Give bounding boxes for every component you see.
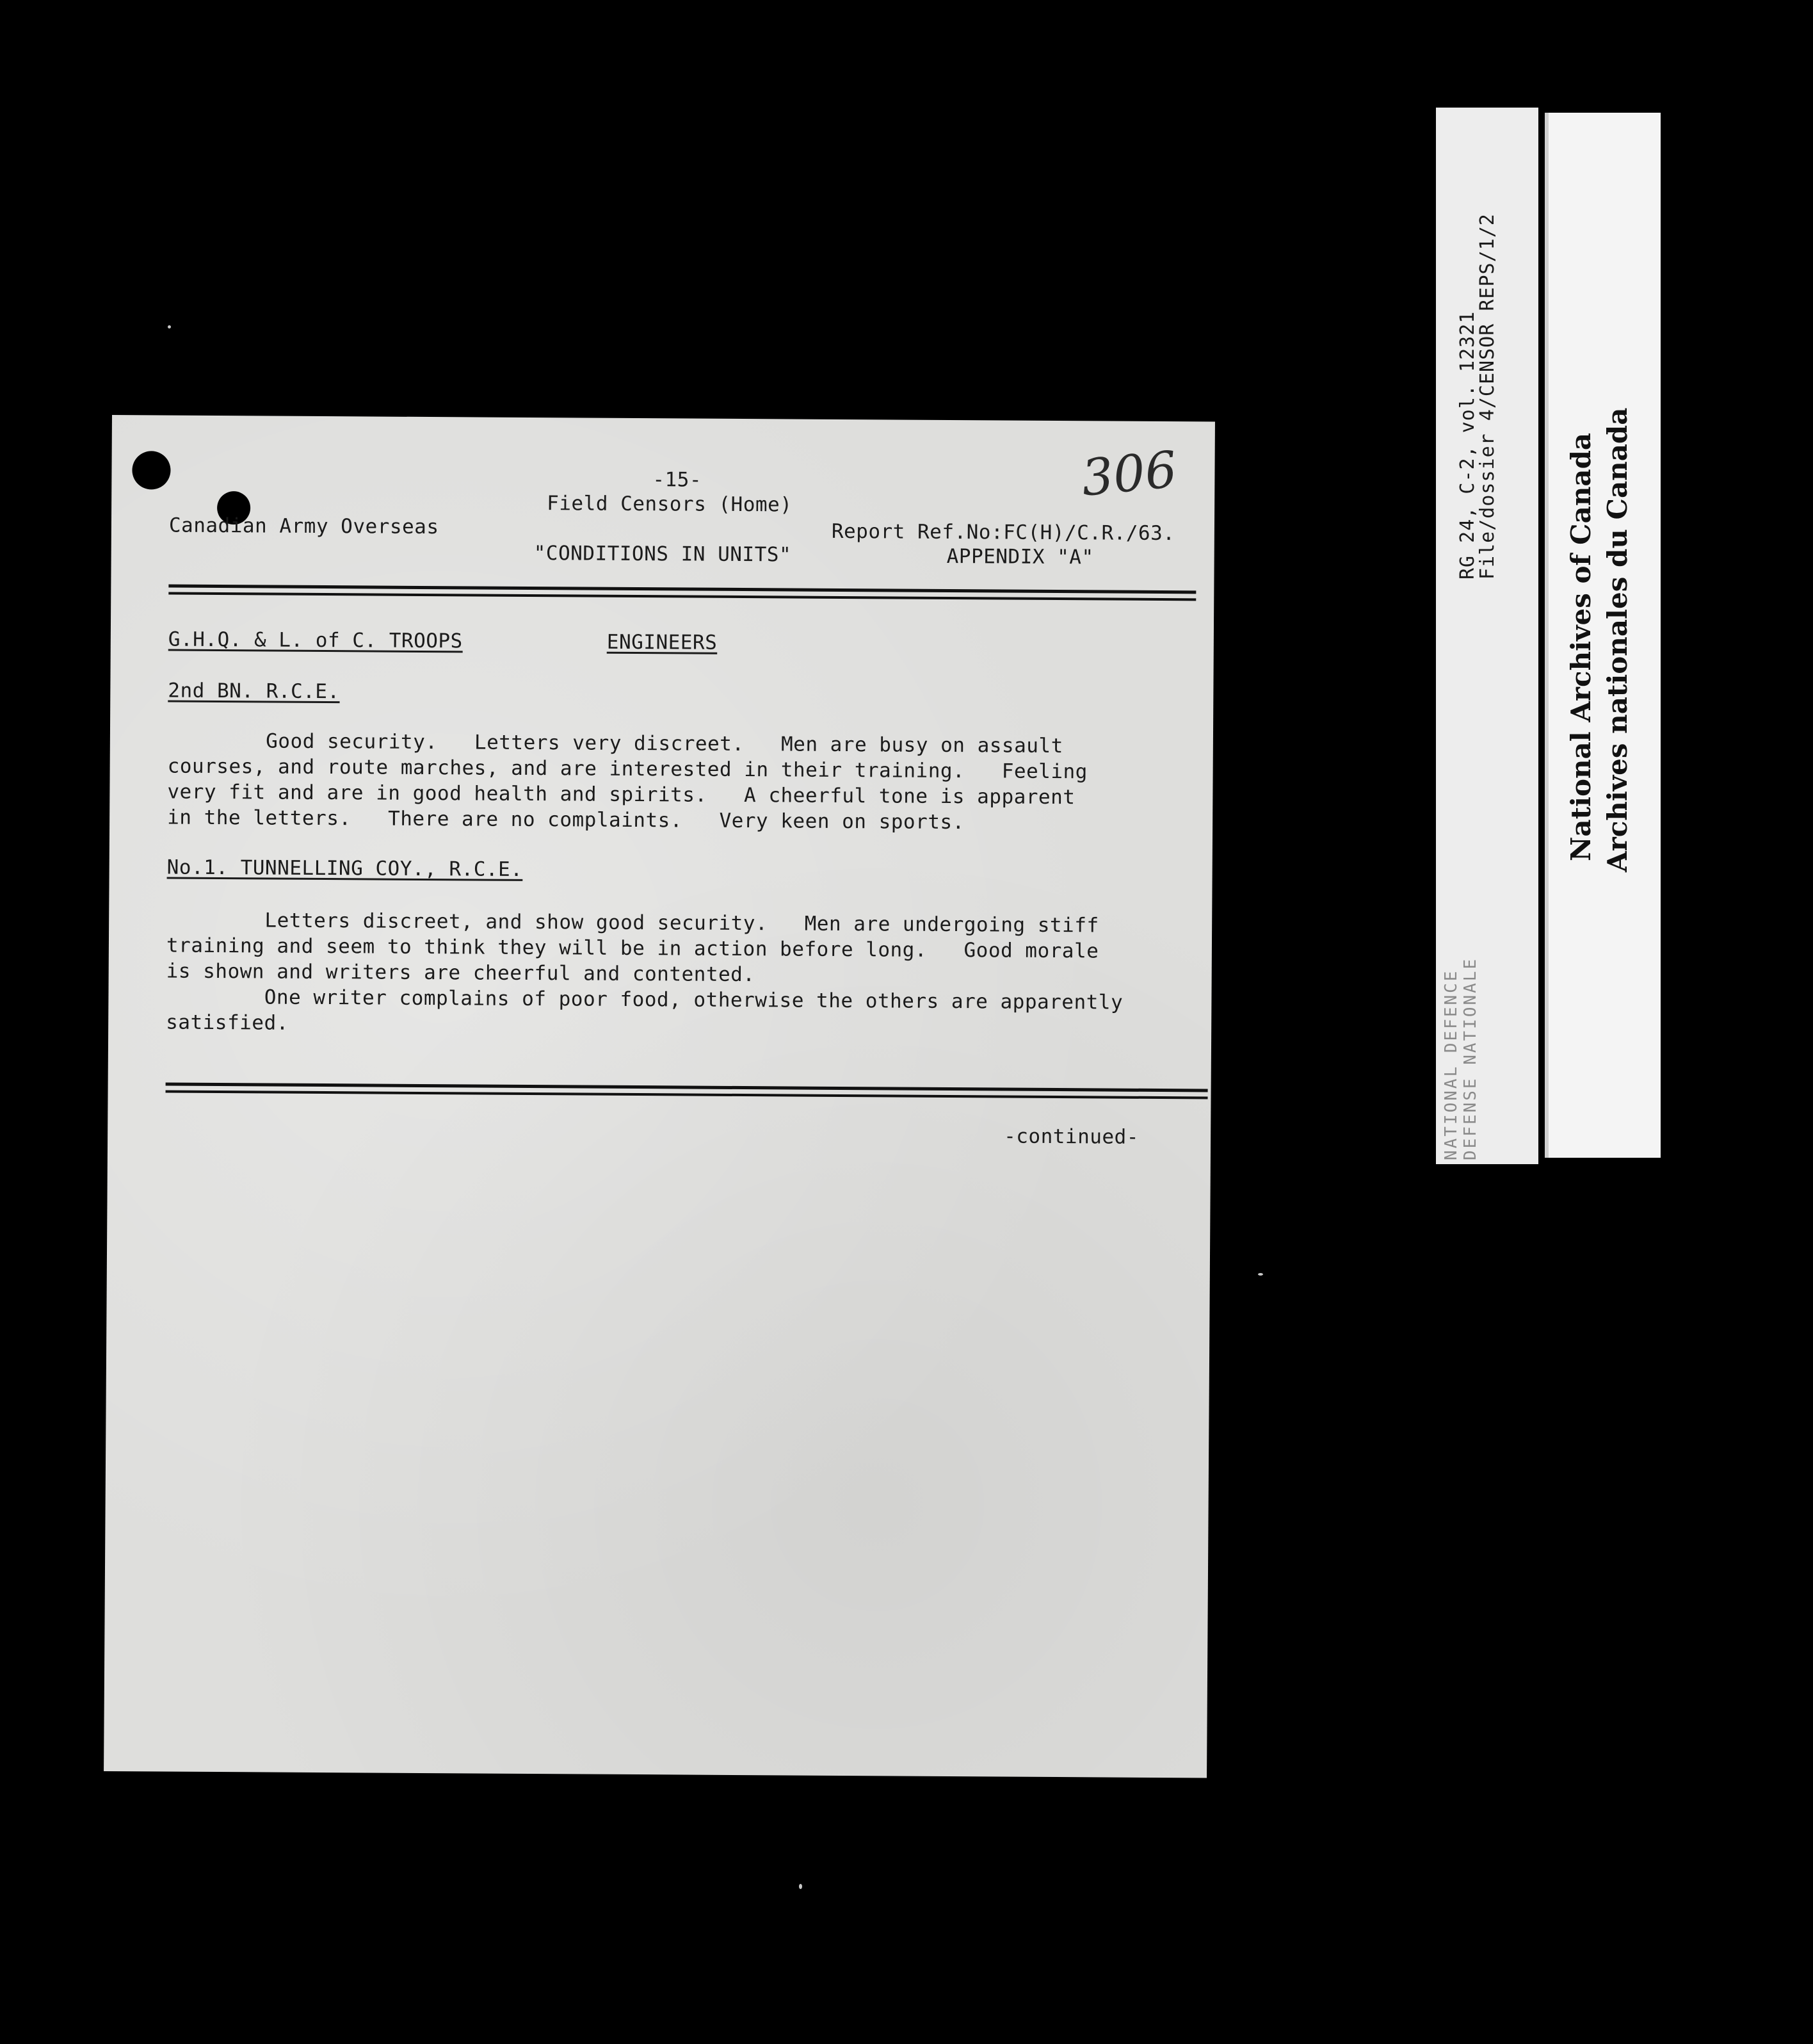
report-reference: Report Ref.No:FC(H)/C.R./63. <box>831 519 1175 546</box>
appendix-label: APPENDIX "A" <box>946 544 1094 569</box>
archive-file-line: File/dossier 4/CENSOR REPS/1/2 <box>1476 213 1499 580</box>
national-defence-stamp: NATIONAL DEFENCE <box>1442 969 1461 1160</box>
section-arm-heading: ENGINEERS <box>606 630 718 654</box>
header-title: Field Censors (Home) <box>547 492 793 517</box>
header-organization: Canadian Army Overseas <box>168 514 439 539</box>
double-rule-bottom <box>166 1091 1208 1099</box>
dust-speck <box>799 1884 802 1889</box>
document-page <box>104 415 1215 1778</box>
defense-nationale-stamp: DEFENSE NATIONALE <box>1461 957 1480 1160</box>
double-rule-top <box>168 592 1196 601</box>
continued-note: -continued- <box>1004 1124 1140 1149</box>
unit-report-paragraph: Good security. Letters very discreet. Men are busy on assault courses, and route marches, and are interested in their training. Feeling very fit and are in good health and spirits. A cheerful tone is apparent in the letters. There are no complaints. Very keen on sports. <box>167 729 1088 834</box>
dust-speck <box>168 325 171 328</box>
page-number: -15- <box>652 468 702 492</box>
unit-heading: 2nd BN. R.C.E. <box>168 679 340 704</box>
archive-reference-line: RG 24, C-2, vol. 12321 <box>1456 311 1479 580</box>
dust-speck <box>1258 1273 1263 1276</box>
section-group-heading: G.H.Q. & L. of C. TROOPS <box>168 628 463 653</box>
unit-report-paragraph: Letters discreet, and show good security. Men are undergoing stiff training and seem to think they will be in action before long. Good morale is shown and writers are cheerful and contented. One writer complains of poor food, otherwise the others are apparently satisfied. <box>166 908 1124 1035</box>
punch-hole <box>132 451 170 489</box>
handwritten-folio-number: 306 <box>1079 441 1180 508</box>
unit-heading: No.1. TUNNELLING COY., R.C.E. <box>166 856 523 881</box>
institution-name-fr: Archives nationales du Canada <box>1602 407 1633 872</box>
header-subtitle: "CONDITIONS IN UNITS" <box>533 542 792 567</box>
institution-name-en: National Archives of Canada <box>1565 432 1597 861</box>
